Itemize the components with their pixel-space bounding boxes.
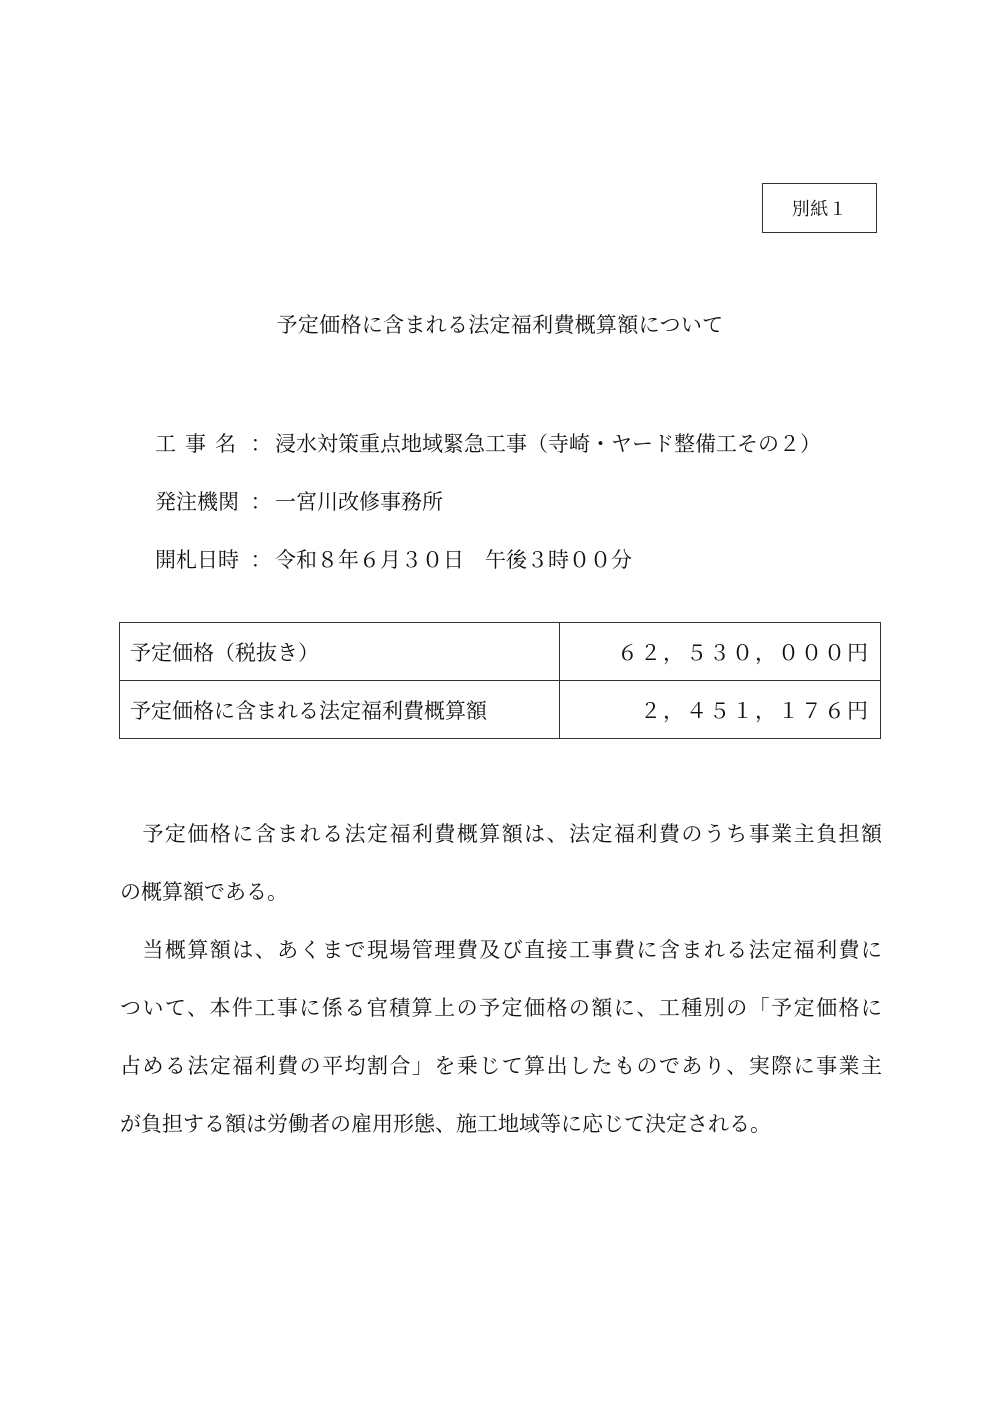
planned-price-label: 予定価格（税抜き） [120,623,560,681]
document-title: 予定価格に含まれる法定福利費概算額について [276,313,724,337]
attachment-label: 別紙１ [791,199,848,220]
body-paragraph-2-line: ついて、本件工事に係る官積算上の予定価格の額に、工種別の「予定価格に [120,996,882,1020]
bid-datetime-label: 開札日時 [155,548,239,572]
project-value: 浸水対策重点地域緊急工事（寺崎・ヤード整備工その２） [275,432,821,456]
project-label: 工事名 [155,432,245,456]
body-paragraph-1-line: の概算額である。 [120,880,288,904]
planned-price-amount: ６２，５３０，０００円 [560,623,881,681]
agency-label: 発注機関 [155,490,239,514]
bid-datetime-value: 令和８年６月３０日 午後３時００分 [275,548,632,572]
table-row-planned-price [120,623,881,681]
body-paragraph-2-line: 占める法定福利費の平均割合」を乗じて算出したものであり、実際に事業主 [120,1054,882,1078]
info-row-agency [155,487,443,517]
body-paragraph-2-line: 当概算額は、あくまで現場管理費及び直接工事費に含まれる法定福利費に [120,938,882,962]
body-text [120,805,882,1153]
info-row-bid-datetime [155,545,632,575]
price-table [119,622,881,739]
body-paragraph-1-line: 予定価格に含まれる法定福利費概算額は、法定福利費のうち事業主負担額 [120,822,882,846]
attachment-label-box [762,183,877,233]
agency-value: 一宮川改修事務所 [275,490,443,514]
project-colon: ： [250,432,272,456]
body-paragraph-1 [120,805,882,921]
welfare-cost-label: 予定価格に含まれる法定福利費概算額 [120,681,560,739]
body-paragraph-2-line: が負担する額は労働者の雇用形態、施工地域等に応じて決定される。 [120,1112,771,1136]
bid-datetime-colon: ： [250,548,272,572]
welfare-cost-amount: ２，４５１，１７６円 [560,681,881,739]
body-paragraph-2 [120,921,882,1153]
info-row-project [155,429,821,459]
table-row-welfare-cost [120,681,881,739]
agency-colon: ： [250,490,272,514]
